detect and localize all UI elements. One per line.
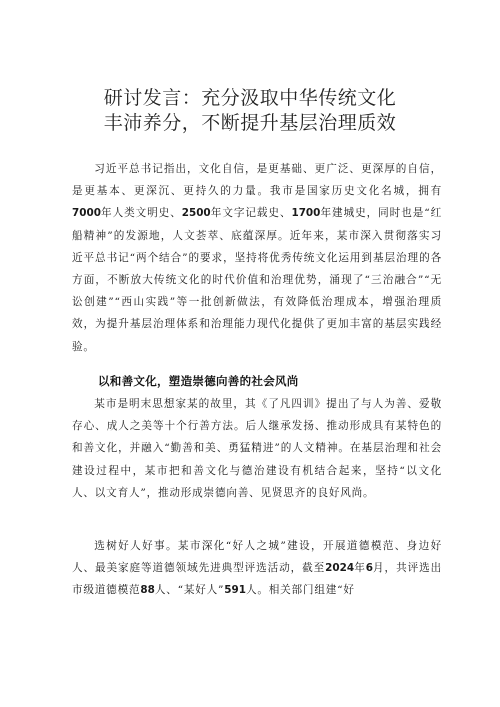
bold-number: 591: [224, 584, 246, 597]
section-paragraph-2: [72, 535, 442, 602]
bold-number: 88: [140, 584, 155, 597]
bold-number: 2024: [325, 562, 355, 575]
text-run: 某市是明末思想家某的故里，其《了凡四训》提出了与人为善、爱敬存心、成人之美等十个行善方法。后人继承发扬、推动形成具有某特色的和善文化，并融入“勤善和美、勇猛精进”的人文精神。在基层治理和社会建设过程中，某市把和善文化与德治建设有机结合起来，坚持“以文化人、以文育人”，推动形成崇德向善、见贤思齐的良好风尚。: [72, 398, 442, 499]
bold-number: 7000: [72, 207, 101, 220]
text-run: 人。相关部门组建“好: [245, 584, 355, 597]
text-run: 年文字记载史、: [210, 207, 292, 220]
intro-paragraph: [72, 158, 442, 358]
title-line-2: 丰沛养分，不断提升基层治理质效: [103, 112, 397, 134]
text-run: 月，共评选出市级道德模范: [72, 562, 442, 597]
text-run: 人、“某好人”: [154, 584, 225, 597]
text-run: 选树好人好事。某市深化“好人之城”建设，开展道德模范、身边好人、最美家庭等道德领域先进典型评选活动，截至: [72, 540, 442, 575]
section-heading: 以和善文化，塑造崇德向善的社会风尚: [98, 374, 299, 388]
text-run: 习近平总书记指出，文化自信，是更基础、更广泛、更深厚的自信，是更基本、更深沉、更持久的力量。我市是国家历史文化名城，拥有: [72, 163, 442, 198]
title-line-1: 研讨发言：充分汲取中华传统文化: [103, 87, 397, 109]
section-paragraph-1: [72, 393, 442, 504]
text-run: 年建城史，同时也是“红船精神”的发源地，人文荟萃、底蕴深厚。近年来，某市深入贯彻落实习近平总书记“两个结合”的要求，坚持将优秀传统文化运用到基层治理的各方面，不断放大传统文化的时代价值和治理优势，涌现了“三治融合”“无讼创建”“西山实践”等一批创新做法，有效降低治理成本，增强治理质效，为提升基层治理体系和治理能力现代化提供了更加丰富的基层实践经验。: [72, 207, 442, 353]
text-run: 年人类文明史、: [100, 207, 182, 220]
document-title: [40, 86, 460, 136]
text-run: 年: [354, 562, 366, 575]
bold-number: 1700: [291, 207, 321, 220]
bold-number: 6: [365, 562, 373, 575]
bold-number: 2500: [181, 207, 211, 220]
